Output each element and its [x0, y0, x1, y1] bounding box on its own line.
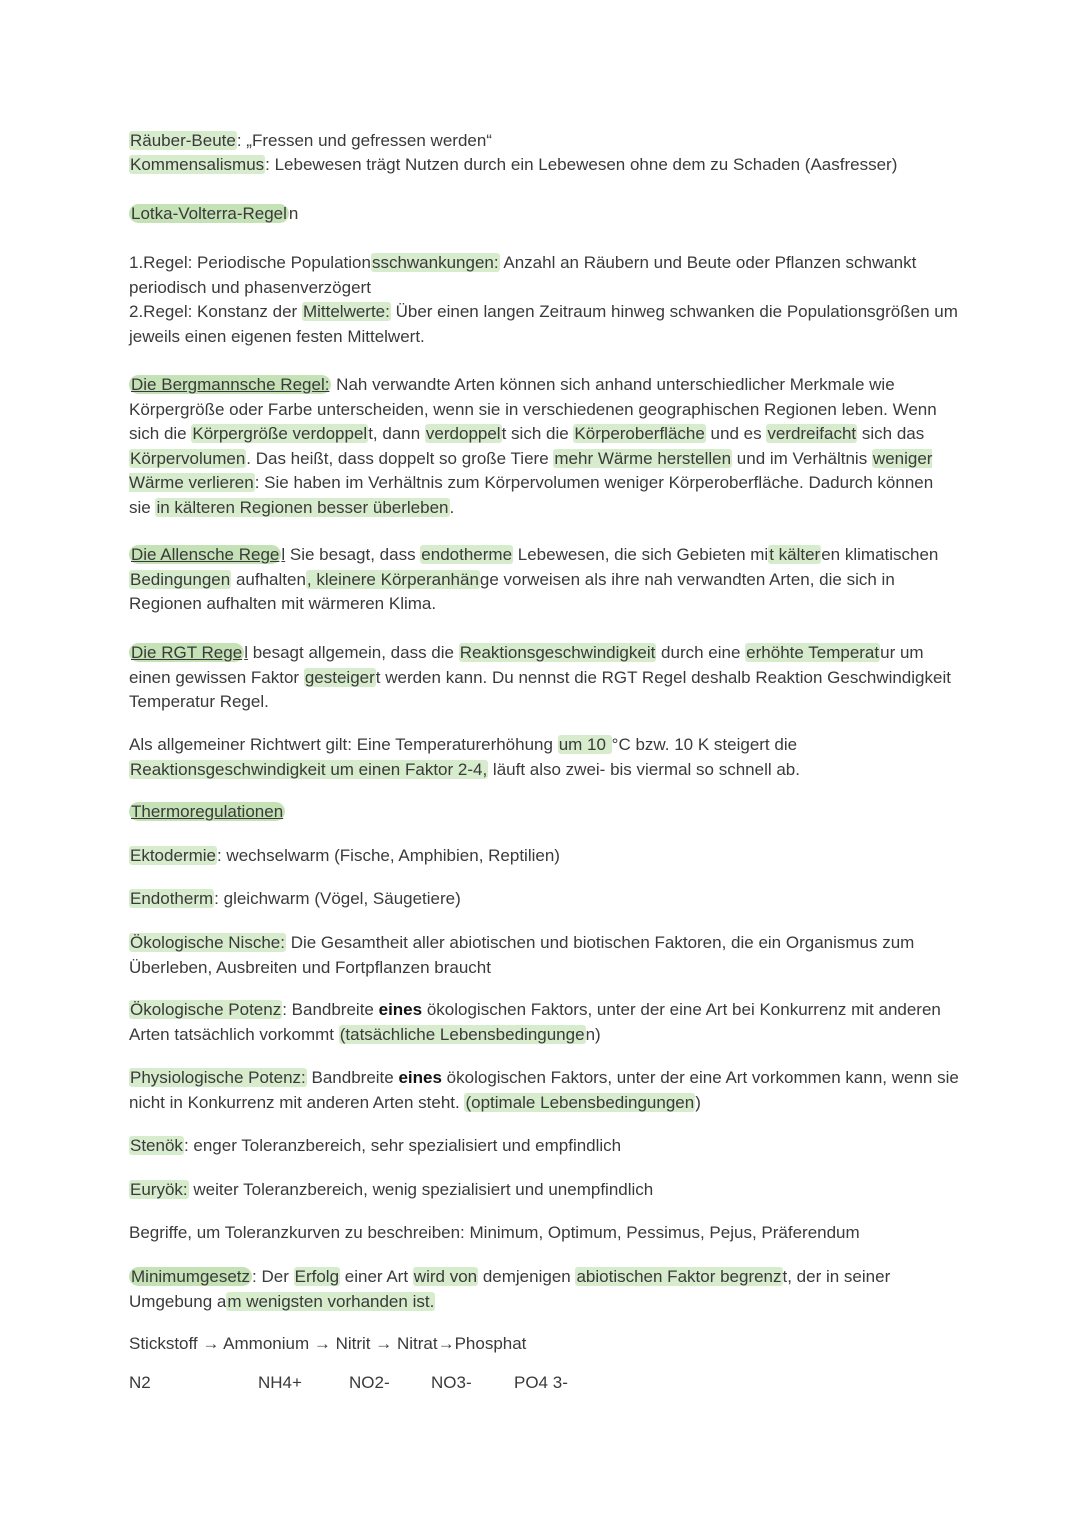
definition-endotherm: Endotherm: gleichwarm (Vögel, Säugetiere) — [130, 889, 461, 908]
formula-nh4: NH4+ — [258, 1373, 302, 1392]
paragraph-allensche-regel: Die Allensche Rege l Sie besagt, dass endotherme Lebewesen, die sich Gebieten mit kälteren klimatischen Bedingungen aufhalten, kleinere Körperanhänge vorweisen als ihre nah verwandten Arten, die sich in Regionen aufhalten mit wärmeren Klima. — [129, 545, 939, 613]
heading-lotka-volterra: Lotka-Volterra-Regel n — [131, 204, 299, 223]
paragraph-richtwert: Als allgemeiner Richtwert gilt: Eine Temperaturerhöhung um 10 °C bzw. 10 K steigert die Reaktionsgeschwindigkeit um einen Faktor 2-4, läuft also zwei- bis viermal so schnell ab. — [129, 735, 800, 779]
term-rgt-regel: Die RGT Rege — [131, 643, 243, 662]
definition-oekologische-potenz: Ökologische Potenz: Bandbreite eines ökologischen Faktors, unter der eine Art bei Konkurrenz mit anderen Arten tatsächlich vorkommt (tatsächliche Lebensbedingungen) — [129, 1000, 941, 1044]
definition-ektodermie: Ektodermie: wechselwarm (Fische, Amphibien, Reptilien) — [130, 846, 560, 865]
term-raeuber-beute: Räuber-Beute — [130, 131, 236, 150]
definition-physiologische-potenz: Physiologische Potenz: Bandbreite eines ökologischen Faktors, unter der eine Art vorkommen kann, wenn sie nicht in Konkurrenz mit anderen Arten steht. (optimale Lebensbedingungen) — [129, 1068, 959, 1112]
definition-oekologische-nische: Ökologische Nische: Die Gesamtheit aller abiotischen und biotischen Faktoren, die ein Organismus zum Überleben, Ausbreiten und Fortpflanzen braucht — [129, 933, 915, 977]
term-kommensalismus: Kommensalismus — [130, 155, 265, 174]
paragraph-bergmannsche-regel: Die Bergmannsche Regel: Nah verwandte Arten können sich anhand unterschiedlicher Merkmale wie Körpergröße oder Farbe unterscheiden, wenn sie in verschiedenen geographischen Regionen leben. Wenn sich die Körpergröße verdoppelt, dann verdoppelt sich die Körperoberfläche und es verdreifacht sich das Körpervolumen. Das heißt, dass doppelt so große Tiere mehr Wärme herstellen und im Verhältnis weniger Wärme verlieren: Sie haben im Verhältnis zum Körpervolumen weniger Körperoberfläche. Dadurch können sie in kälteren Regionen besser überleben. — [129, 375, 937, 517]
formula-n2: N2 — [129, 1373, 151, 1392]
definition-minimumgesetz: Minimumgesetz : Der Erfolg einer Art wird von demjenigen abiotischen Faktor begrenzt, der in seiner Umgebung am wenigsten vorhanden ist. — [129, 1267, 891, 1311]
definition-kommensalismus: Kommensalismus: Lebewesen trägt Nutzen durch ein Lebewesen ohne dem zu Schaden (Aasfresser) — [130, 155, 898, 174]
formula-po4: PO4 3- — [514, 1373, 568, 1392]
formula-no2: NO2- — [349, 1373, 390, 1392]
definition-raeuber-beute: Räuber-Beute: „Fressen und gefressen werden“ — [130, 131, 492, 150]
toleranzkurven-begriffe: Begriffe, um Toleranzkurven zu beschreiben: Minimum, Optimum, Pessimus, Pejus, Präferendum — [129, 1223, 860, 1242]
term-allensche-regel: Die Allensche Rege — [131, 545, 280, 564]
term-bergmannsche-regel: Die Bergmannsche Regel: — [131, 375, 330, 394]
definition-stenoek: Stenök: enger Toleranzbereich, sehr spezialisiert und empfindlich — [130, 1136, 622, 1155]
paragraph-rgt-regel: Die RGT Rege l besagt allgemein, dass die Reaktionsgeschwindigkeit durch eine erhöhte Temperatur um einen gewissen Faktor gesteigert werden kann. Du nennst die RGT Regel deshalb Reaktion Geschwindigkeit Temperatur Regel. — [129, 643, 951, 711]
lotka-volterra-rule-1: 1.Regel: Periodische Populationsschwankungen: Anzahl an Räubern und Beute oder Pflanzen schwankt periodisch und phasenverzögert — [129, 253, 917, 297]
formula-no3: NO3- — [431, 1373, 472, 1392]
definition-euryoek: Euryök: weiter Toleranzbereich, wenig spezialisiert und unempfindlich — [130, 1180, 654, 1199]
lotka-volterra-rule-2: 2.Regel: Konstanz der Mittelwerte: Über einen langen Zeitraum hinweg schwanken die Populationsgrößen um jeweils einen eigenen festen Mittelwert. — [129, 302, 958, 346]
heading-thermoregulationen: Thermoregulationen — [131, 802, 284, 821]
nitrogen-chain: Stickstoff → Ammonium → Nitrit → Nitrat→Phosphat — [129, 1334, 527, 1353]
